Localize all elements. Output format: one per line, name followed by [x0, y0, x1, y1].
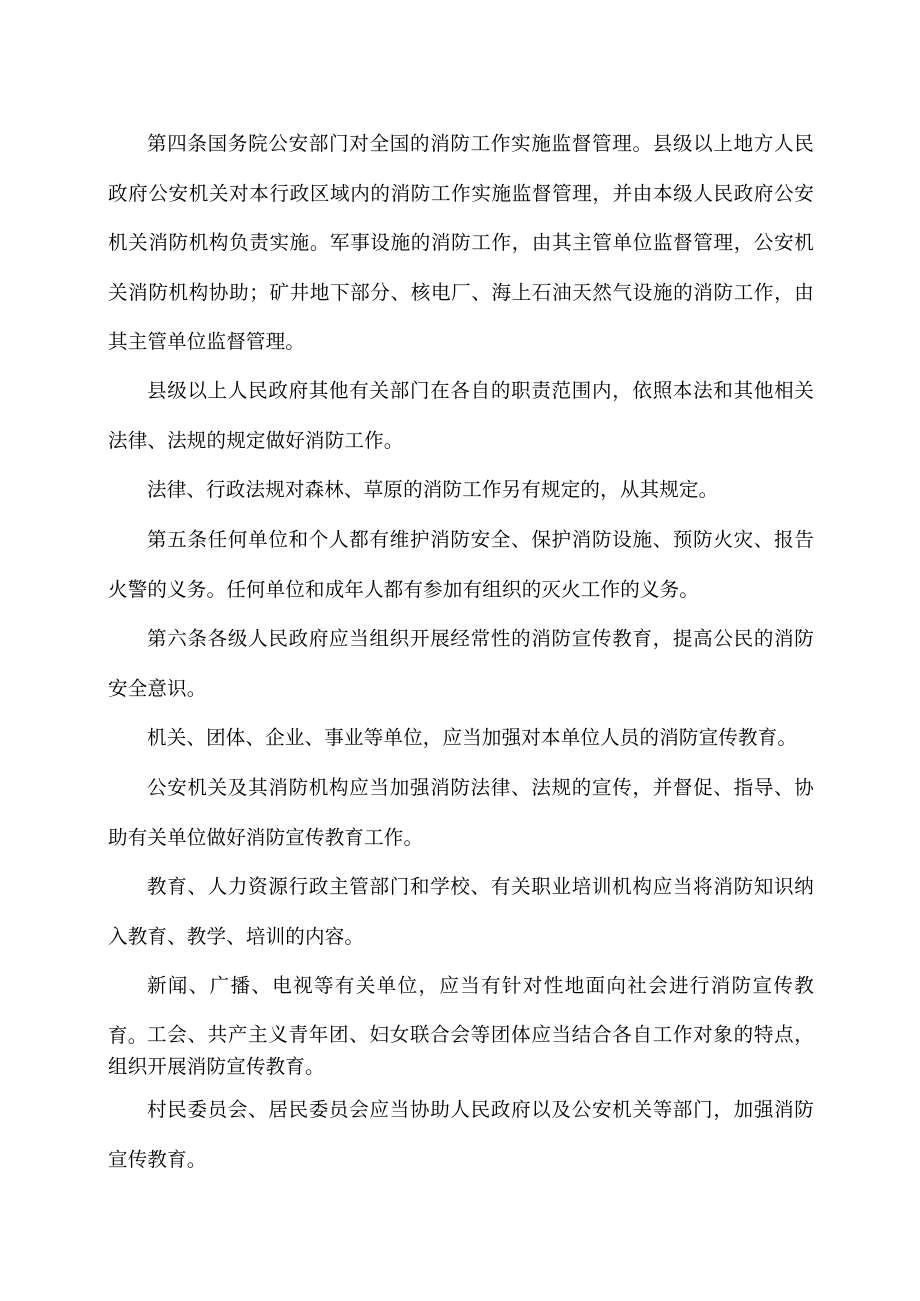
paragraph-education: 教育、人力资源行政主管部门和学校、有关职业培训机构应当将消防知识纳入教育、教学、培训的内容。 — [108, 875, 814, 948]
paragraph-article-5: 第五条任何单位和个人都有维护消防安全、保护消防设施、预防火灾、报告火警的义务。任何单位和成年人都有参加有组织的灭火工作的义务。 — [108, 528, 814, 601]
paragraph-forest-grassland: 法律、行政法规对森林、草原的消防工作另有规定的，从其规定。 — [147, 478, 719, 501]
paragraph-county-departments: 县级以上人民政府其他有关部门在各自的职责范围内，依照本法和其他相关法律、法规的规定做好消防工作。 — [108, 379, 814, 452]
paragraph-unions: 工会、共产主义青年团、妇女联合会等团体应当结合各自工作对象的特点，组织开展消防宣传教育。 — [108, 1023, 814, 1078]
paragraph-article-6: 第六条各级人民政府应当组织开展经常性的消防宣传教育，提高公民的消防安全意识。 — [108, 627, 814, 700]
paragraph-committees: 村民委员会、居民委员会应当协助人民政府以及公安机关等部门，加强消防宣传教育。 — [108, 1098, 814, 1171]
paragraph-media: 新闻、广播、电视等有关单位，应当有针对性地面向社会进行消防宣传教育。 — [108, 974, 814, 1047]
paragraph-article-4: 第四条国务院公安部门对全国的消防工作实施监督管理。县级以上地方人民政府公安机关对本行政区域内的消防工作实施监督管理，并由本级人民政府公安机关消防机构负责实施。军事设施的消防工作，由其主管单位监督管理，公安机关消防机构协助；矿井地下部分、核电厂、海上石油天然气设施的消防工作，由其主管单位监督管理。 — [108, 132, 814, 353]
paragraph-organizations: 机关、团体、企业、事业等单位，应当加强对本单位人员的消防宣传教育。 — [147, 726, 798, 749]
paragraph-public-security: 公安机关及其消防机构应当加强消防法律、法规的宣传，并督促、指导、协助有关单位做好消防宣传教育工作。 — [108, 776, 814, 849]
